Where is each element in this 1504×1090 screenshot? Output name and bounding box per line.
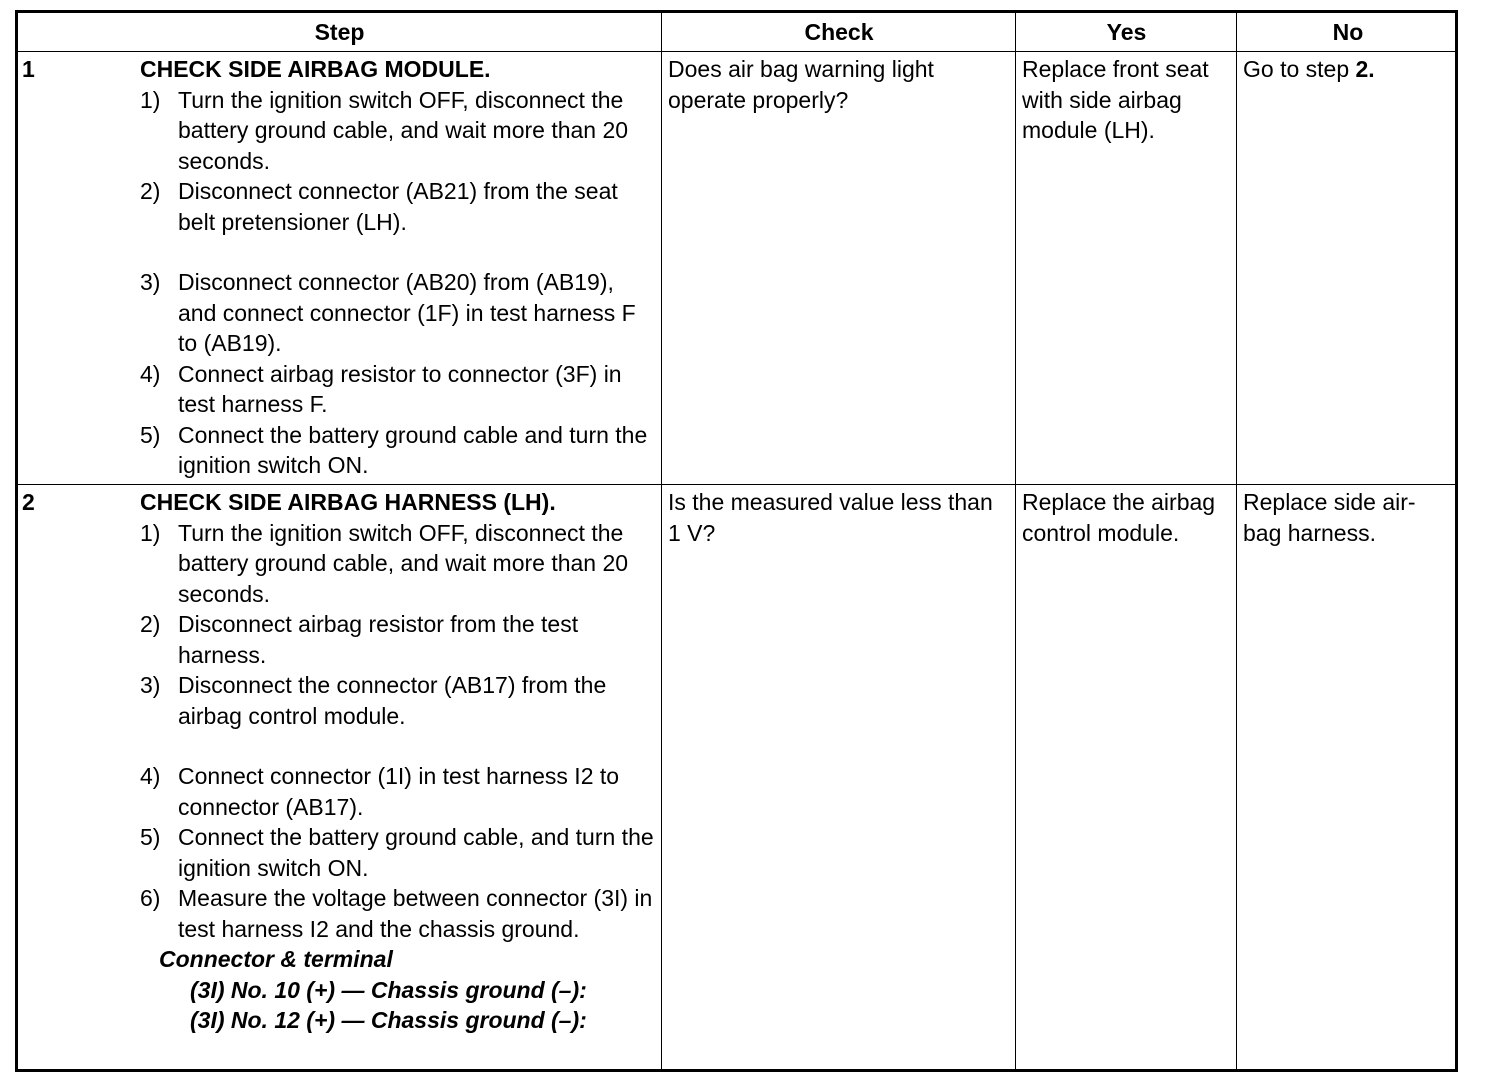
substep-item: 2) Disconnect airbag resistor from the test harness. [140, 611, 579, 668]
row-1-step-cell [18, 54, 661, 481]
substep-item: 1) Turn the ignition switch OFF, disconnect the battery ground cable, and wait more than 20 seconds. [140, 86, 629, 174]
column-divider-yes [1015, 13, 1016, 1069]
row-divider [18, 484, 1455, 485]
header-no: No [1332, 19, 1364, 45]
step-title: CHECK SIDE AIRBAG MODULE. [140, 56, 491, 82]
step-number: 2 [22, 489, 35, 515]
row-2-no: Replace side air-bag harness. [1243, 489, 1416, 546]
spacer [18, 237, 661, 267]
substep-item: 3) Disconnect the connector (AB17) from the airbag control module. [140, 672, 607, 729]
substep-item: 3) Disconnect connector (AB20) from (AB19), and connect connector (1F) in test harness F to (AB19). [140, 269, 636, 356]
substep-item: 5) Connect the battery ground cable and turn the ignition switch ON. [140, 421, 648, 478]
substep-item: 5) Connect the battery ground cable, and turn the ignition switch ON. [140, 824, 654, 881]
header-check: Check [804, 19, 874, 45]
substep-item: 4) Connect connector (1I) in test harness I2 to connector (AB17). [140, 763, 620, 820]
row-2-check: Is the measured value less than 1 V? [668, 489, 993, 546]
row-1-yes: Replace front seat with side airbag module (LH). [1022, 56, 1209, 143]
connector-terminal-line: (3I) No. 12 (+) — Chassis ground (–): [190, 1007, 587, 1033]
substep-list [18, 518, 661, 945]
substep-item: 6) Measure the voltage between connector (3I) in test harness I2 and the chassis ground. [140, 885, 653, 942]
step-number: 1 [22, 56, 35, 82]
connector-terminal-title: Connector & terminal [159, 946, 393, 972]
substep-item: 4) Connect airbag resistor to connector (3F) in test harness F. [140, 360, 622, 417]
row-2-yes: Replace the airbag control module. [1022, 489, 1216, 546]
row-2-step-cell [18, 487, 661, 1036]
row-1-check: Does air bag warning light operate properly? [668, 56, 934, 113]
column-divider-check [661, 13, 662, 1069]
header-yes: Yes [1106, 19, 1147, 45]
substep-list [18, 85, 661, 481]
header-step: Step [314, 19, 365, 45]
substep-item: 1) Turn the ignition switch OFF, disconnect the battery ground cable, and wait more than 20 seconds. [140, 519, 629, 607]
step-title: CHECK SIDE AIRBAG HARNESS (LH). [140, 489, 556, 515]
row-1-no: Go to step 2. [1243, 56, 1375, 82]
spacer [18, 731, 661, 761]
column-divider-no [1236, 13, 1237, 1069]
substep-item: 2) Disconnect connector (AB21) from the seat belt pretensioner (LH). [140, 178, 618, 235]
diagnostic-table [15, 10, 1458, 1072]
connector-terminal-line: (3I) No. 10 (+) — Chassis ground (–): [190, 976, 587, 1003]
